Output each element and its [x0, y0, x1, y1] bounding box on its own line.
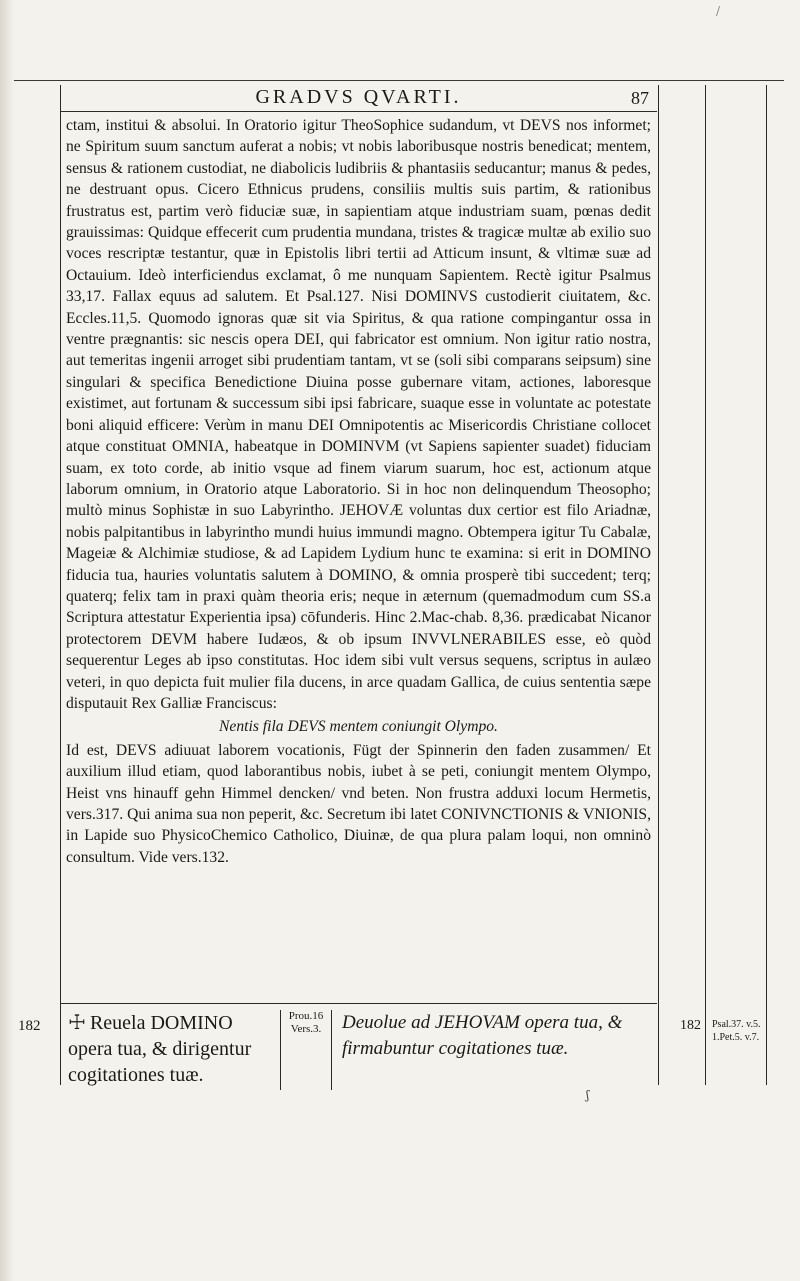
right-verse: Deuolue ad JEHOVAM opera tua, & firmabuntur cogitationes tuæ. — [342, 1012, 623, 1059]
left-verse — [68, 1010, 272, 1088]
cut-mark-icon: ʃ — [586, 1088, 590, 1102]
page-number: 87 — [631, 88, 649, 108]
running-head: GRADVS QVARTI. — [255, 86, 462, 108]
closing-paragraph: Id est, DEVS adiuuat laborem vocationis, Fügt der Spinnerin den faden zusammen/ Et auxilium illud etiam, quod laborantibus nobis, iubet à se peti, coniungit mentem Olympo, Heist vns hinauff gehn Himmel dencken/ vnd beten. Non frustra adduxi locum Hermetis, vers.317. Qui anima sua non peperit, &c. Secretum ibi latet CONIVNCTIONIS & VNIONIS, in Lapide suo PhysicoChemico Catholico, Diuinæ, de qua plura palam loqui, non omninò consultum. Vide vers.132. — [66, 741, 651, 866]
stray-mark: / — [716, 4, 721, 18]
top-rule — [14, 80, 784, 81]
page-header — [60, 86, 657, 112]
cross-icon: ☩ — [68, 1012, 86, 1034]
body-paragraph: ctam, institui & absolui. In Oratorio igitur TheoSophice sudandum, vt DEVS nos informet; ne Spiritum suum sanctum auferat a nobis; vt nobis laboribusque nostris benedicat; mentem, sensus & rationem custodiat, ne diabolicis ludibriis & phantasiis seducantur; manus & pedes, ne destruant opus. Cicero Ethnicus prudens, consiliis multis suis partim, & rationibus frustratus est, partim verò fiduciæ suæ, in sapientiam atque industriam suam, pœnas dedit grauissimas: Quidque effecerit cum prudentia mundana, tristes & tragicæ multæ ab exilio suo voces rescriptæ testantur, quæ in Epistolis libri tertii ad Atticum insunt, & vltimæ suæ ad Octauium. Ideò interficiendus exclamat, ô me nunquam Sapientem. Rectè igitur Psalmus 33,17. Fallax equus ad salutem. Et Psal.127. Nisi DOMINVS custodierit ciuitatem, &c. Eccles.11,5. Quomodo ignoras quæ sit via Spiritus, & qua ratione compingantur ossa in ventre prægnantis: sic nescis opera DEI, qui fabricator est omnium. Non igitur ratio nostra, aut temeritas ingenii arroget sibi prudentiam tantam, vt se (soli sibi comparans seipsum) sine singulari & specifica Benedictione Diuina posse gubernare vitam, actiones, laboresque existimet, aut fortunam & successum sibi ipsi fabricare, suaque esse in voluntate ac potestate boni aliquid efficere: Verùm in manu DEI Omnipotentis ac Misericordis Christiane collocet atque constituat OMNIA, habeatque in DOMINVM (vt Sapiens sapienter suadet) fiduciam suam, ex toto corde, ab initio vsque ad finem viarum suarum, hoc est, actionum atque laborum omnium, in Oratorio atque Laboratorio. Si in hoc non delinquendum Theosopho; multò minus Sophistæ in suo Labyrintho. JEHOVÆ voluntas dux certior est filo Ariadnæ, nobis palpitantibus in labyrintho mundi huius immundi magno. Obtempera igitur Tu Cabalæ, Mageiæ & Alchimiæ studiose, & ad Lapidem Lydium hunc te examina: si erit in DOMINO fiducia tua, hauries voluntatis salutem à DOMINO, & omnia prosperè tibi succedent; terq; quaterq; felix tam in praxi quàm theoria eris; neque in æternum (quemadmodum cum SS.a Scriptura attestatur Experientia ipsa) cōfunderis. Hinc 2.Mac-chab. 8,36. prædicabat Nicanor protectorem DEVM habere Iudæos, & ob ipsum INVVLNERABILES esse, eò quòd sequerentur Leges ab ipso constitutas. Hoc idem sibi vult versus sequens, scriptus in aulæo veteri, in quo depicta fuit mulier fila ducens, in arce quadam Gallica, de cuius sententia sæpe disputauit Rex Galliæ Franciscus: — [66, 117, 651, 712]
page-gutter-shadow — [0, 0, 14, 1281]
verse-reference: Prou.16 Vers.3. — [280, 1010, 332, 1090]
left-margin-number: 182 — [18, 1018, 41, 1034]
main-text — [66, 115, 651, 868]
margin-frame — [705, 85, 767, 1085]
margin-references: Psal.37. v.5. 1.Pet.5. v.7. — [712, 1019, 761, 1043]
centered-verse: Nentis fila DEVS mentem coniungit Olympo. — [219, 718, 498, 736]
right-margin-number: 182 — [680, 1018, 701, 1033]
footer-rule — [60, 1003, 657, 1004]
header-rule — [60, 111, 657, 112]
left-verse-text: Reuela DOMINO opera tua, & dirigentur cogitationes tuæ. — [68, 1012, 252, 1086]
